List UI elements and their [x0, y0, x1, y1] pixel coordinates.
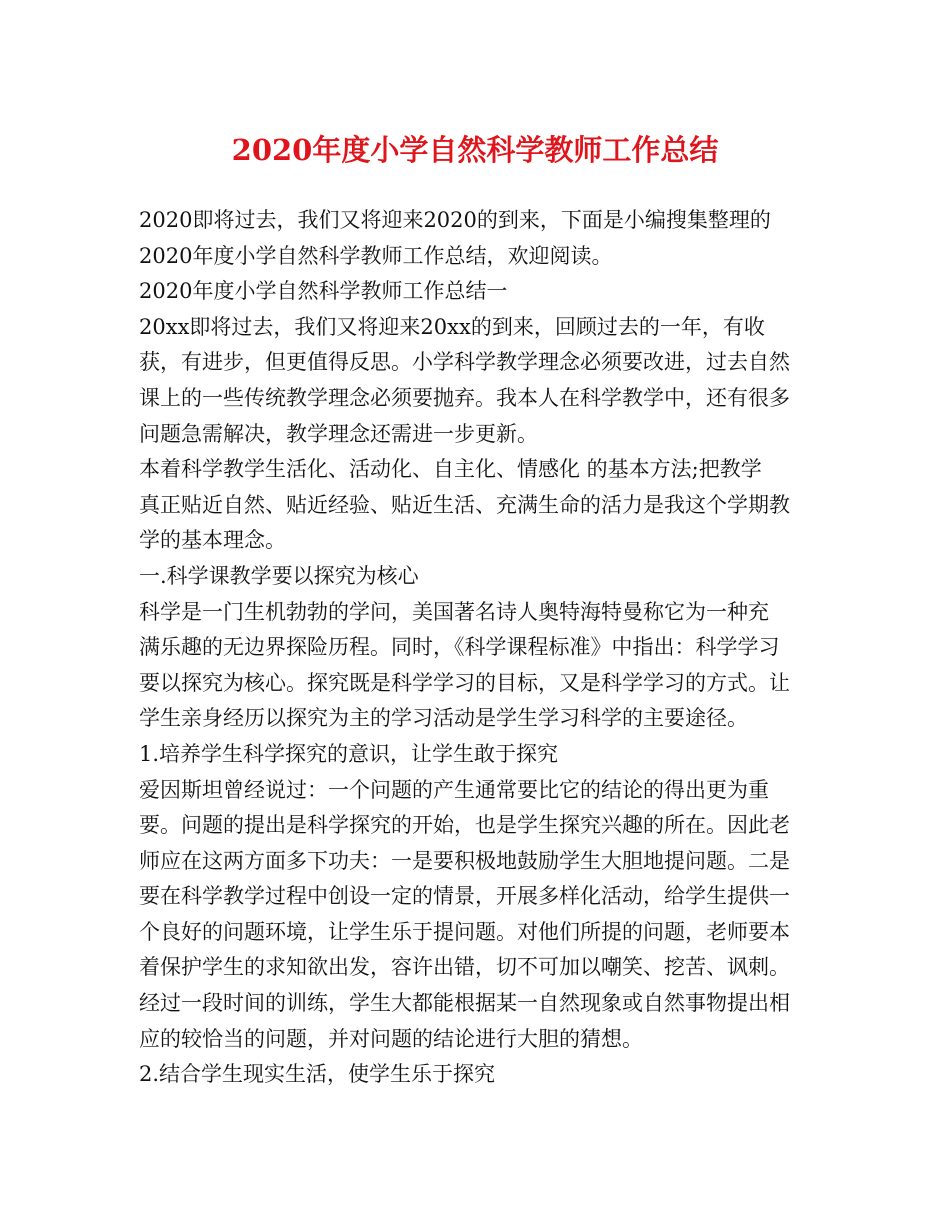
body-line: 个良好的问题环境，让学生乐于提问题。对他们所提的问题，老师要本	[139, 919, 790, 944]
document-body	[139, 203, 814, 1093]
body-line: 应的较恰当的问题，并对问题的结论进行大胆的猜想。	[139, 1026, 643, 1051]
body-line: 20xx即将过去，我们又将迎来20xx的到来，回顾过去的一年，有收	[139, 314, 765, 339]
body-line: 要以探究为核心。探究既是科学学习的目标，又是科学学习的方式。让	[139, 670, 790, 695]
body-line: 课上的一些传统教学理念必须要抛弃。我本人在科学教学中，还有很多	[139, 385, 790, 410]
body-line: 着保护学生的求知欲出发，容许出错，切不可加以嘲笑、挖苦、讽刺。	[139, 955, 790, 980]
subsection-heading: 1.培养学生科学探究的意识，让学生敢于探究	[139, 741, 559, 766]
body-line: 师应在这两方面多下功夫：一是要积极地鼓励学生大胆地提问题。二是	[139, 848, 790, 873]
document-title: 2020年度小学自然科学教师工作总结	[231, 133, 719, 167]
subsection-heading: 2.结合学生现实生活，使学生乐于探究	[139, 1062, 496, 1087]
body-line: 2020年度小学自然科学教师工作总结，欢迎阅读。	[139, 243, 613, 268]
body-line: 问题急需解决，教学理念还需进一步更新。	[139, 421, 538, 446]
body-line: 要。问题的提出是科学探究的开始，也是学生探究兴趣的所在。因此老	[139, 813, 790, 838]
body-line: 学的基本理念。	[139, 528, 286, 553]
body-line: 真正贴近自然、贴近经验、贴近生活、充满生命的活力是我这个学期教	[139, 492, 790, 517]
body-line: 爱因斯坦曾经说过：一个问题的产生通常要比它的结论的得出更为重	[139, 777, 769, 802]
body-line: 2020即将过去，我们又将迎来2020的到来，下面是小编搜集整理的	[139, 208, 771, 232]
body-line: 要在科学教学过程中创设一定的情景，开展多样化活动，给学生提供一	[139, 884, 790, 909]
body-line: 本着科学教学生活化、活动化、自主化、情感化 的基本方法;把教学	[139, 457, 762, 482]
body-line: 满乐趣的无边界探险历程。同时，《科学课程标准》中指出：科学学习	[139, 635, 780, 660]
body-line: 学生亲身经历以探究为主的学习活动是学生学习科学的主要途径。	[139, 706, 748, 731]
section-heading: 2020年度小学自然科学教师工作总结一	[139, 279, 508, 304]
body-line: 经过一段时间的训练，学生大都能根据某一自然现象或自然事物提出相	[139, 991, 790, 1016]
body-line: 获，有进步，但更值得反思。小学科学教学理念必须要改进，过去自然	[139, 350, 790, 375]
body-line: 科学是一门生机勃勃的学问，美国著名诗人奥特海特曼称它为一种充	[139, 599, 769, 624]
section-heading: 一.科学课教学要以探究为核心	[139, 563, 419, 588]
